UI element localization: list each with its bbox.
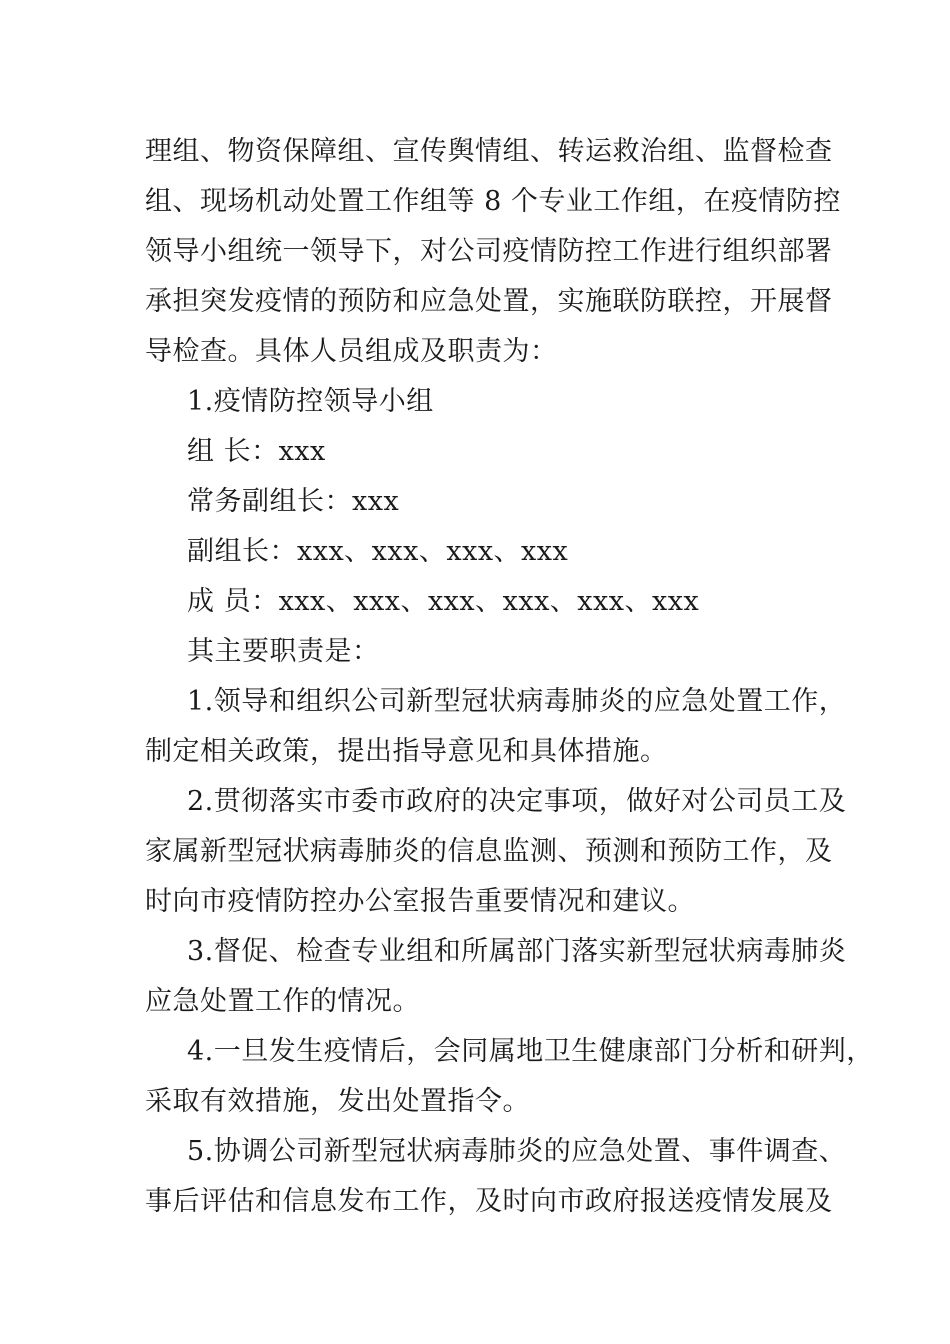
member-line-leader: 组 长：xxx	[187, 436, 326, 467]
member-line-deputies: 副组长：xxx、xxx、xxx、xxx	[187, 536, 569, 567]
duty-item: 3.督促、检查专业组和所属部门落实新型冠状病毒肺炎	[187, 936, 847, 967]
text-line: 制定相关政策，提出指导意见和具体措施。	[145, 736, 668, 767]
member-line-executive-deputy: 常务副组长：xxx	[187, 486, 400, 517]
text-line: 领导小组统一领导下，对公司疫情防控工作进行组织部署	[145, 236, 833, 267]
text-line: 导检查。具体人员组成及职责为：	[145, 336, 558, 367]
text-line: 采取有效措施，发出处置指令。	[145, 1086, 530, 1117]
text-line: 理组、物资保障组、宣传舆情组、转运救治组、监督检查	[145, 136, 833, 167]
duty-item: 5.协调公司新型冠状病毒肺炎的应急处置、事件调查、	[187, 1136, 847, 1167]
duty-item: 1.领导和组织公司新型冠状病毒肺炎的应急处置工作，	[187, 686, 847, 717]
text-line: 时向市疫情防控办公室报告重要情况和建议。	[145, 886, 695, 917]
text-line: 应急处置工作的情况。	[145, 986, 420, 1017]
section-heading: 1.疫情防控领导小组	[187, 386, 434, 417]
duties-heading: 其主要职责是：	[187, 636, 380, 667]
document-body	[145, 127, 874, 1227]
text-line: 家属新型冠状病毒肺炎的信息监测、预测和预防工作，及	[145, 836, 833, 867]
text-line: 组、现场机动处置工作组等 8 个专业工作组，在疫情防控	[145, 186, 841, 217]
duty-item: 2.贯彻落实市委市政府的决定事项，做好对公司员工及	[187, 786, 847, 817]
text-line: 事后评估和信息发布工作，及时向市政府报送疫情发展及	[145, 1186, 833, 1217]
member-line-members: 成 员：xxx、xxx、xxx、xxx、xxx、xxx	[187, 586, 700, 617]
duty-item: 4.一旦发生疫情后，会同属地卫生健康部门分析和研判，	[187, 1036, 874, 1067]
text-line: 承担突发疫情的预防和应急处置，实施联防联控，开展督	[145, 286, 833, 317]
